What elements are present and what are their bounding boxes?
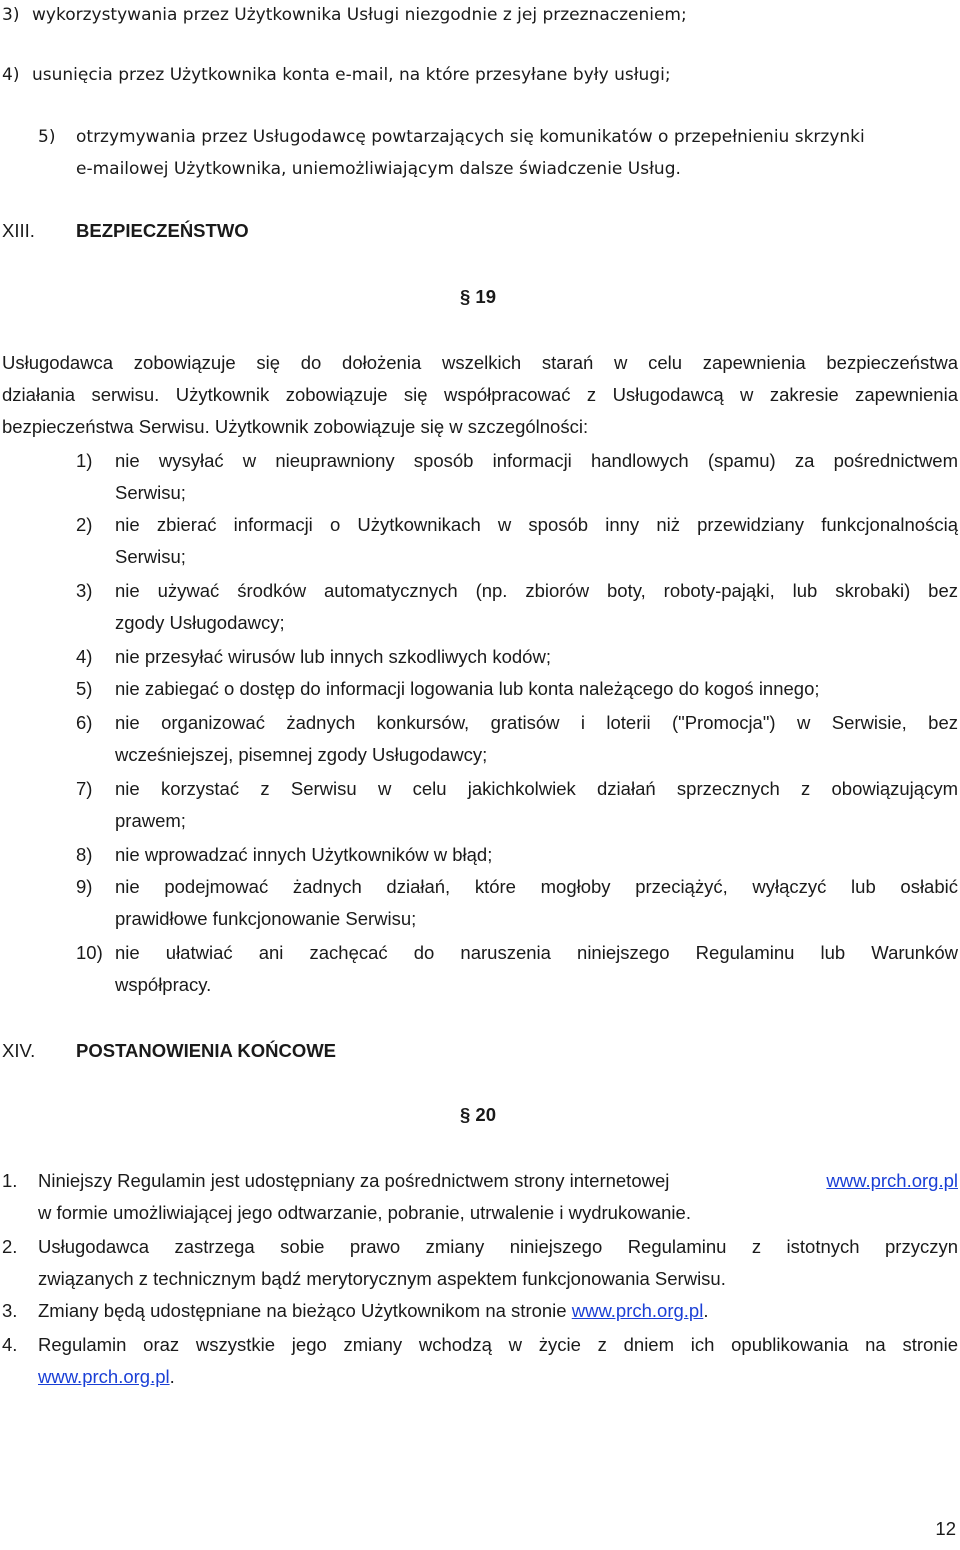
list-item-text: nie wprowadzać innych Użytkowników w błąd; bbox=[115, 844, 493, 865]
punctuation: . bbox=[703, 1300, 709, 1321]
list-item-text: Serwisu; bbox=[115, 546, 186, 567]
section-heading: BEZPIECZEŃSTWO bbox=[76, 220, 249, 241]
paragraph-sign: § 20 bbox=[460, 1104, 497, 1125]
website-link[interactable]: www.prch.org.pl bbox=[826, 1170, 958, 1191]
list-item-text: prawem; bbox=[115, 810, 186, 831]
list-item-text: nie używać środków automatycznych (np. zbiorów boty, roboty-pająki, lub skrobaki) bez bbox=[115, 580, 958, 601]
list-number: 4) bbox=[2, 65, 20, 85]
list-item-text: nie zabiegać o dostęp do informacji logowania lub konta należącego do kogoś innego; bbox=[115, 678, 820, 699]
list-item-text: wykorzystywania przez Użytkownika Usługi niezgodnie z jej przeznaczeniem; bbox=[32, 5, 687, 25]
list-number: 9) bbox=[76, 876, 93, 897]
list-item-text: otrzymywania przez Usługodawcę powtarzających się komunikatów o przepełnieniu skrzynki bbox=[76, 127, 865, 147]
list-number: 3) bbox=[76, 580, 93, 601]
final-item-line bbox=[38, 1298, 708, 1324]
list-item-text: Usługodawca zastrzega sobie prawo zmiany niniejszego Regulaminu z istotnych przyczyn bbox=[38, 1236, 958, 1257]
list-item-text: współpracy. bbox=[115, 974, 212, 995]
final-item-line bbox=[38, 1168, 958, 1194]
punctuation: . bbox=[169, 1366, 175, 1387]
list-number: 10) bbox=[76, 942, 103, 963]
list-item-text: prawidłowe funkcjonowanie Serwisu; bbox=[115, 908, 417, 929]
list-number: 5) bbox=[76, 678, 93, 699]
website-link[interactable]: www.prch.org.pl bbox=[571, 1300, 704, 1321]
list-item-text: wcześniejszej, pisemnej zgody Usługodawcy; bbox=[115, 744, 488, 765]
list-item-text: nie zbierać informacji o Użytkownikach w sposób inny niż przewidziany funkcjonalnością bbox=[115, 514, 958, 535]
list-item-text: Regulamin oraz wszystkie jego zmiany wchodzą w życie z dniem ich opublikowania na stronie bbox=[38, 1334, 958, 1355]
website-link[interactable]: www.prch.org.pl bbox=[38, 1366, 170, 1387]
page-number: 12 bbox=[935, 1518, 956, 1539]
list-number: 5) bbox=[38, 127, 56, 147]
list-number: 6) bbox=[76, 712, 93, 733]
list-item-text: Zmiany będą udostępniane na bieżąco Użytkownikom na stronie bbox=[38, 1300, 567, 1321]
section-heading: POSTANOWIENIA KOŃCOWE bbox=[76, 1040, 337, 1061]
list-item-text: nie przesyłać wirusów lub innych szkodliwych kodów; bbox=[115, 646, 551, 667]
section-numeral: XIV. bbox=[2, 1040, 36, 1061]
paragraph-line: działania serwisu. Użytkownik zobowiązuje się współpracować z Usługodawcą w zakresie zapewnienia bbox=[2, 384, 958, 405]
list-number: 8) bbox=[76, 844, 93, 865]
list-number: 3. bbox=[2, 1300, 18, 1321]
list-item-text: nie organizować żadnych konkursów, gratisów i loterii ("Promocja") w Serwisie, bez bbox=[115, 712, 958, 733]
list-number: 2. bbox=[2, 1236, 18, 1257]
section-numeral: XIII. bbox=[2, 220, 35, 241]
paragraph-sign: § 19 bbox=[460, 286, 497, 307]
paragraph-line: bezpieczeństwa Serwisu. Użytkownik zobowiązuje się w szczególności: bbox=[2, 416, 589, 437]
list-number: 7) bbox=[76, 778, 93, 799]
list-item-text: Serwisu; bbox=[115, 482, 186, 503]
list-number: 2) bbox=[76, 514, 93, 535]
list-item-text: w formie umożliwiającej jego odtwarzanie, pobranie, utrwalenie i wydrukowanie. bbox=[38, 1202, 691, 1223]
list-number: 4) bbox=[76, 646, 93, 667]
list-number: 1) bbox=[76, 450, 93, 471]
list-item-text: Niniejszy Regulamin jest udostępniany za pośrednictwem strony internetowej bbox=[38, 1170, 670, 1191]
list-item-text: nie podejmować żadnych działań, które mogłoby przeciążyć, wyłączyć lub osłabić bbox=[115, 876, 958, 897]
list-item-text: nie wysyłać w nieuprawniony sposób informacji handlowych (spamu) za pośrednictwem bbox=[115, 450, 958, 471]
list-item-text: nie ułatwiać ani zachęcać do naruszenia niniejszego Regulaminu lub Warunków bbox=[115, 942, 958, 963]
final-item-line bbox=[38, 1364, 175, 1390]
list-item-text: e-mailowej Użytkownika, uniemożliwiającym dalsze świadczenie Usług. bbox=[76, 159, 681, 179]
list-number: 1. bbox=[2, 1170, 18, 1191]
list-item-text: związanych z technicznym bądź merytorycznym aspektem funkcjonowania Serwisu. bbox=[38, 1268, 726, 1289]
list-number: 3) bbox=[2, 5, 20, 25]
list-item-text: usunięcia przez Użytkownika konta e-mail, na które przesyłane były usługi; bbox=[32, 65, 671, 85]
list-item-text: nie korzystać z Serwisu w celu jakichkolwiek działań sprzecznych z obowiązującym bbox=[115, 778, 958, 799]
list-number: 4. bbox=[2, 1334, 18, 1355]
list-item-text: zgody Usługodawcy; bbox=[115, 612, 285, 633]
paragraph-line: Usługodawca zobowiązuje się do dołożenia wszelkich starań w celu zapewnienia bezpieczeństwa bbox=[2, 352, 958, 373]
